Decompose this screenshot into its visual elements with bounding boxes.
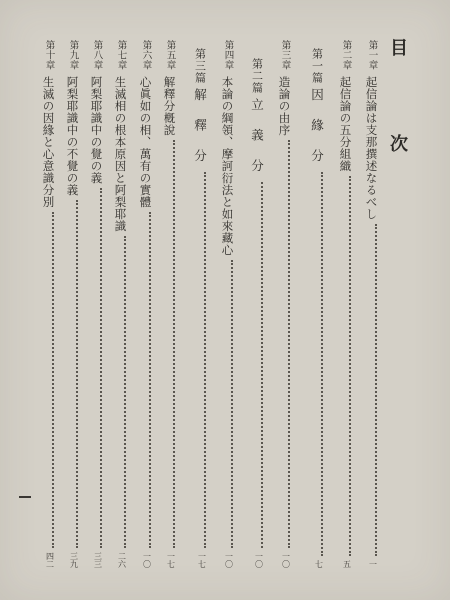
entry-page: 一〇 <box>254 552 264 568</box>
toc-entry[interactable] <box>90 40 102 568</box>
entry-label: 第八章 <box>91 40 103 70</box>
entry-text: 造論の由序 <box>277 76 292 136</box>
toc-entry[interactable] <box>339 40 351 568</box>
entry-text: 起信論は支那撰述なるべし <box>364 76 379 220</box>
entry-label: 第一章 <box>366 40 378 70</box>
leader-dots <box>173 140 175 548</box>
entry-page: 四二 <box>45 552 55 568</box>
leader-dots <box>100 188 102 548</box>
toc-entry[interactable] <box>42 40 54 568</box>
leader-dots <box>349 176 351 556</box>
entry-page: 三三 <box>93 552 103 568</box>
entry-label: 第四章 <box>222 40 234 70</box>
entry-text: 因 緣 分 <box>309 88 325 169</box>
entry-label: 第三章 <box>279 40 291 70</box>
entry-text: 解釋分槪說 <box>162 76 177 136</box>
leader-dots <box>375 224 377 556</box>
toc-entry[interactable] <box>163 40 175 568</box>
entry-label: 第九章 <box>67 40 79 70</box>
toc-entry[interactable] <box>66 40 78 568</box>
entry-label: 第七章 <box>115 40 127 70</box>
entry-label: 第三篇 <box>193 48 207 84</box>
entry-label: 第五章 <box>164 40 176 70</box>
entry-page: 一七 <box>166 552 176 568</box>
entry-text: 起信論の五分組織 <box>338 76 353 172</box>
entry-page: 一〇 <box>281 552 291 568</box>
entry-label: 第一篇 <box>310 48 324 84</box>
entry-page: 一〇 <box>142 552 152 568</box>
entry-page: 七 <box>314 560 324 568</box>
toc-entry[interactable] <box>221 40 233 568</box>
entry-text: 阿梨耶識中の覺の義 <box>89 76 104 184</box>
toc-title: 目 次 <box>387 38 408 182</box>
leader-dots <box>321 172 323 556</box>
entry-label: 第六章 <box>140 40 152 70</box>
entry-text: 本論の綱領、摩訶衍法と如來藏心 <box>220 76 235 256</box>
entry-page: 五 <box>342 560 352 568</box>
leader-dots <box>76 200 78 548</box>
entry-label: 第二章 <box>340 40 352 70</box>
leader-dots <box>124 236 126 548</box>
toc-entry[interactable] <box>250 58 263 568</box>
entry-page: 一〇 <box>224 552 234 568</box>
entry-text: 立 義 分 <box>249 98 265 179</box>
entry-label: 第十章 <box>43 40 55 70</box>
leader-dots <box>52 212 54 548</box>
entry-page: 二六 <box>117 552 127 568</box>
entry-label: 第二篇 <box>250 58 264 94</box>
leader-dots <box>288 140 290 548</box>
toc-entry[interactable] <box>139 40 151 568</box>
folio-mark <box>19 496 31 498</box>
toc-entry[interactable] <box>114 40 126 568</box>
entry-text: 生滅相の根本原因と阿梨耶識 <box>113 76 128 232</box>
toc-entry[interactable] <box>365 40 377 568</box>
entry-text: 生滅の因緣と心意識分別 <box>41 76 56 208</box>
entry-page: 三九 <box>69 552 79 568</box>
leader-dots <box>261 182 263 548</box>
toc-entry[interactable] <box>310 48 323 568</box>
entry-page: 一 <box>368 560 378 568</box>
leader-dots <box>204 172 206 548</box>
entry-text: 心眞如の相、萬有の實體 <box>138 76 153 208</box>
toc-entry[interactable] <box>193 48 206 568</box>
leader-dots <box>149 212 151 548</box>
entry-text: 阿梨耶識中の不覺の義 <box>65 76 80 196</box>
entry-text: 解 釋 分 <box>192 88 208 169</box>
toc-entry[interactable] <box>278 40 290 568</box>
entry-page: 一七 <box>197 552 207 568</box>
leader-dots <box>231 260 233 548</box>
